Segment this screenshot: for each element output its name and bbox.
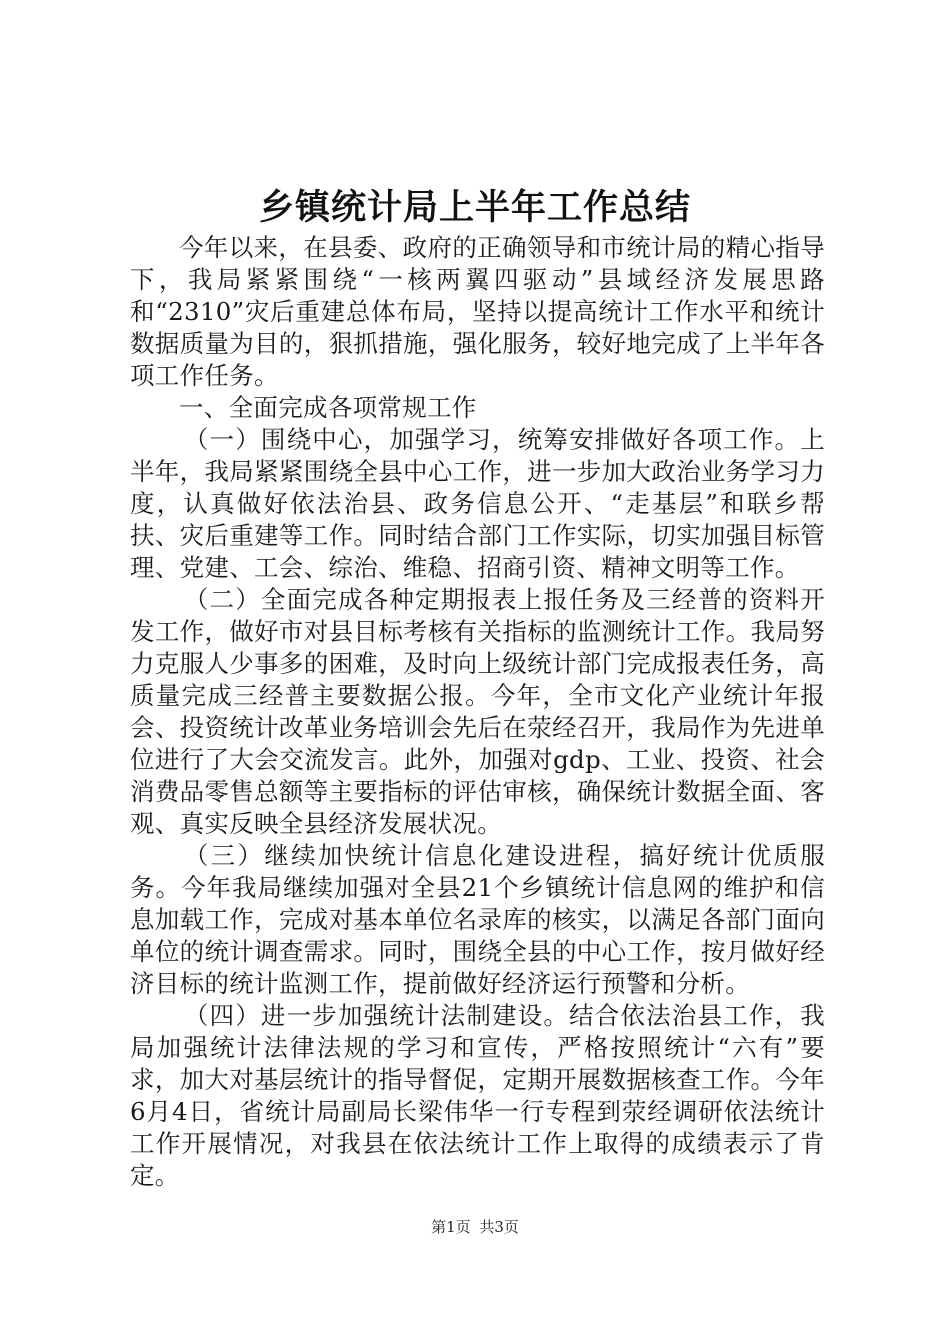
page-number: 第1页: [431, 1218, 471, 1236]
paragraph-3: （三）继续加快统计信息化建设进程，搞好统计优质服务。今年我局继续加强对全县21个乡镇统计信息网的维护和信息加载工作，完成对基本单位名录库的核实，以满足各部门面向单位的统计调查需求。同时，围绕全县的中心工作，按月做好经济目标的统计监测工作，提前做好经济运行预警和分析。: [130, 841, 825, 998]
intro-paragraph: 今年以来，在县委、政府的正确领导和市统计局的精心指导下，我局紧紧围绕“一核两翼四驱动”县域经济发展思路和“2310”灾后重建总体布局，坚持以提高统计工作水平和统计数据质量为目的，狠抓措施，强化服务，较好地完成了上半年各项工作任务。: [130, 233, 825, 390]
page-footer: [0, 1217, 950, 1237]
paragraph-4: （四）进一步加强统计法制建设。结合依法治县工作，我局加强统计法律法规的学习和宣传，严格按照统计“六有”要求，加大对基层统计的指导督促，定期开展数据核查工作。今年6月4日，省统计局副局长梁伟华一行专程到荥经调研依法统计工作开展情况，对我县在依法统计工作上取得的成绩表示了肯定。: [130, 1001, 825, 1190]
document-title: 乡镇统计局上半年工作总结: [258, 187, 691, 228]
page-total: 共3页: [479, 1218, 519, 1236]
paragraph-2: （二）全面完成各种定期报表上报任务及三经普的资料开发工作，做好市对县目标考核有关指标的监测统计工作。我局努力克服人少事多的困难，及时向上级统计部门完成报表任务，高质量完成三经普主要数据公报。今年，全市文化产业统计年报会、投资统计改革业务培训会先后在荥经召开，我局作为先进单位进行了大会交流发言。此外，加强对gdp、工业、投资、社会消费品零售总额等主要指标的评估审核，确保统计数据全面、客观、真实反映全县经济发展状况。: [130, 585, 825, 838]
paragraph-1: （一）围绕中心，加强学习，统筹安排做好各项工作。上半年，我局紧紧围绕全县中心工作，进一步加大政治业务学习力度，认真做好依法治县、政务信息公开、“走基层”和联乡帮扶、灾后重建等工作。同时结合部门工作实际，切实加强目标管理、党建、工会、综治、维稳、招商引资、精神文明等工作。: [130, 425, 825, 582]
document-body: [130, 232, 825, 1192]
section-heading: 一、全面完成各项常规工作: [179, 393, 477, 422]
